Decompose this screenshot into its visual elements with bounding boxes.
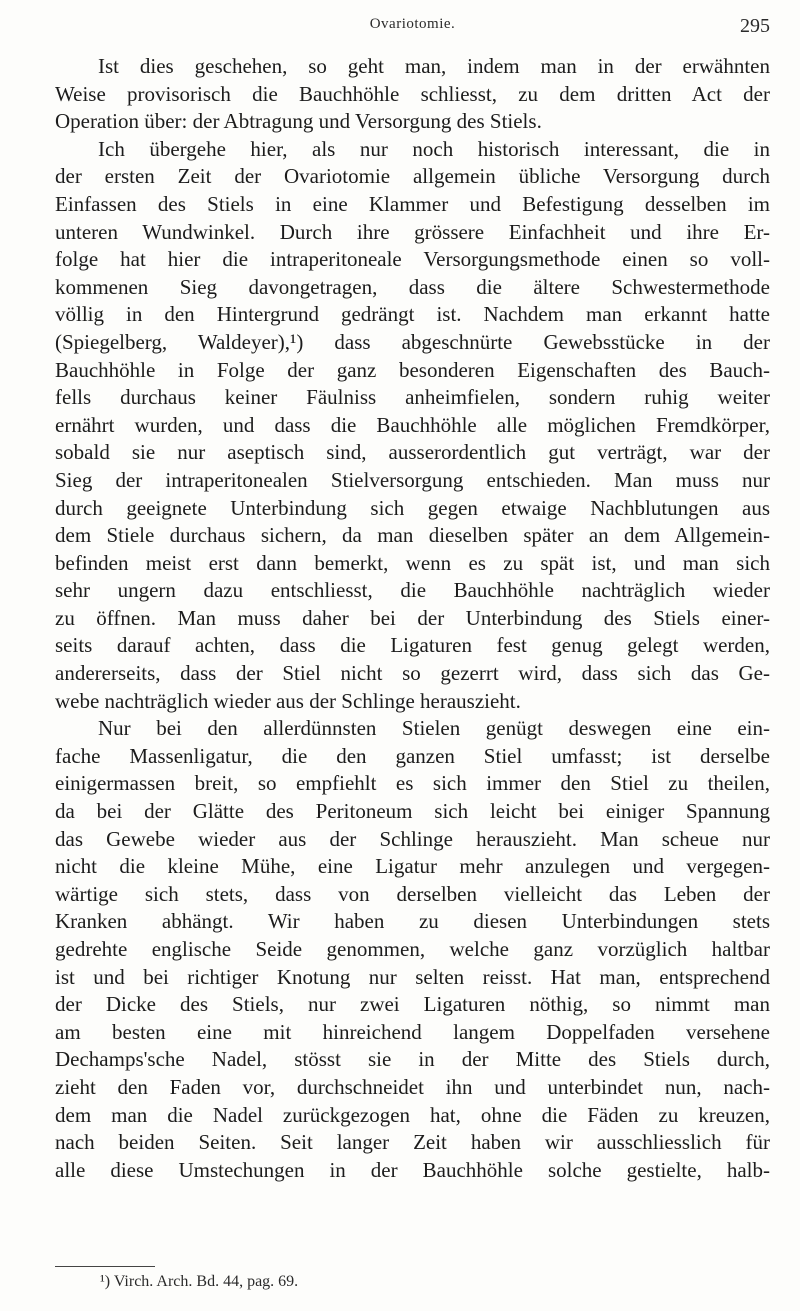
text-line: fache Massenligatur, die den ganzen Stiel umfasst; ist derselbe — [55, 743, 770, 768]
text-line: Dechamps'sche Nadel, stösst sie in der Mitte des Stiels durch, — [55, 1047, 770, 1072]
text-line: Kranken abhängt. Wir haben zu diesen Unterbindungen stets — [55, 909, 770, 934]
text-line: alle diese Umstechungen in der Bauchhöhle solche gestielte, halb- — [55, 1157, 770, 1182]
text-line: ernährt wurden, und dass die Bauchhöhle alle möglichen Fremdkörper, — [55, 412, 770, 437]
text-line: folge hat hier die intraperitoneale Versorgungsmethode einen so voll- — [55, 247, 770, 272]
text-line: Ist dies geschehen, so geht man, indem man in der erwähnten — [98, 54, 770, 78]
text-line: Bauchhöhle in Folge der ganz besonderen Eigenschaften des Bauch- — [55, 357, 770, 382]
text-line: unteren Wundwinkel. Durch ihre grössere Einfachheit und ihre Er- — [55, 219, 770, 244]
text-line: zu öffnen. Man muss daher bei der Unterbindung des Stiels einer- — [55, 605, 770, 630]
text-line: (Spiegelberg, Waldeyer),¹) dass abgeschnürte Gewebsstücke in der — [55, 329, 770, 354]
text-line: am besten eine mit hinreichend langem Doppelfaden versehene — [55, 1019, 770, 1044]
text-line: sobald sie nur aseptisch sind, ausserordentlich gut verträgt, war der — [55, 440, 770, 465]
text-line: ist und bei richtiger Knotung nur selten reisst. Hat man, entsprechend — [55, 964, 770, 989]
text-line: durch geeignete Unterbindung sich gegen etwaige Nachblutungen aus — [55, 495, 770, 520]
text-line: andererseits, dass der Stiel nicht so gezerrt wird, dass sich das Ge- — [55, 661, 770, 686]
text-line: einigermassen breit, so empfiehlt es sich immer den Stiel zu theilen, — [55, 771, 770, 796]
text-line: befinden meist erst dann bemerkt, wenn es zu spät ist, und man sich — [55, 550, 770, 575]
page-header — [55, 16, 770, 44]
footnote: ¹) Virch. Arch. Bd. 44, pag. 69. — [100, 1273, 299, 1290]
text-line: dem man die Nadel zurückgezogen hat, ohne die Fäden zu kreuzen, — [55, 1102, 770, 1127]
text-line: der Dicke des Stiels, nur zwei Ligaturen nöthig, so nimmt man — [55, 992, 770, 1017]
text-line: der ersten Zeit der Ovariotomie allgemein übliche Versorgung durch — [55, 164, 770, 189]
text-line: Nur bei den allerdünnsten Stielen genügt deswegen eine ein- — [98, 716, 770, 741]
text-line: zieht den Faden vor, durchschneidet ihn und unterbindet nun, nach- — [55, 1074, 770, 1099]
footnote-divider — [55, 1266, 155, 1267]
body-text — [55, 53, 770, 1184]
text-line: seits darauf achten, dass die Ligaturen fest genug gelegt werden, — [55, 633, 770, 658]
page-number: 295 — [740, 15, 770, 37]
text-line: da bei der Glätte des Peritoneum sich leicht bei einiger Spannung — [55, 799, 770, 824]
text-line: Operation über: der Abtragung und Versorgung des Stiels. — [55, 109, 542, 134]
text-line: kommenen Sieg davongetragen, dass die ältere Schwestermethode — [55, 274, 770, 299]
text-line: gedrehte englische Seide genommen, welche ganz vorzüglich haltbar — [55, 937, 770, 961]
text-line: fells durchaus keiner Fäulniss anheimfielen, sondern ruhig weiter — [55, 385, 770, 410]
text-line: nach beiden Seiten. Seit langer Zeit haben wir ausschliesslich für — [55, 1130, 770, 1155]
text-line: dem Stiele durchaus sichern, da man dieselben später an dem Allgemein- — [55, 523, 770, 548]
running-title: Ovariotomie. — [369, 16, 456, 32]
text-line: sehr ungern dazu entschliesst, die Bauchhöhle nachträglich wieder — [55, 578, 770, 603]
text-line: wärtige sich stets, dass von derselben vielleicht das Leben der — [55, 881, 770, 906]
text-line: webe nachträglich wieder aus der Schlinge herauszieht. — [55, 688, 521, 713]
text-line: das Gewebe wieder aus der Schlinge herauszieht. Man scheue nur — [55, 826, 770, 851]
text-line: nicht die kleine Mühe, eine Ligatur mehr anzulegen und vergegen- — [55, 854, 770, 879]
text-line: Ich übergehe hier, als nur noch historisch interessant, die in — [98, 136, 770, 161]
text-line: völlig in den Hintergrund gedrängt ist. Nachdem man erkannt hatte — [55, 302, 770, 327]
text-line: Sieg der intraperitonealen Stielversorgung entschieden. Man muss nur — [55, 467, 770, 492]
text-line: Weise provisorisch die Bauchhöhle schliesst, zu dem dritten Act der — [55, 81, 770, 106]
text-line: Einfassen des Stiels in eine Klammer und Befestigung desselben im — [55, 191, 770, 216]
